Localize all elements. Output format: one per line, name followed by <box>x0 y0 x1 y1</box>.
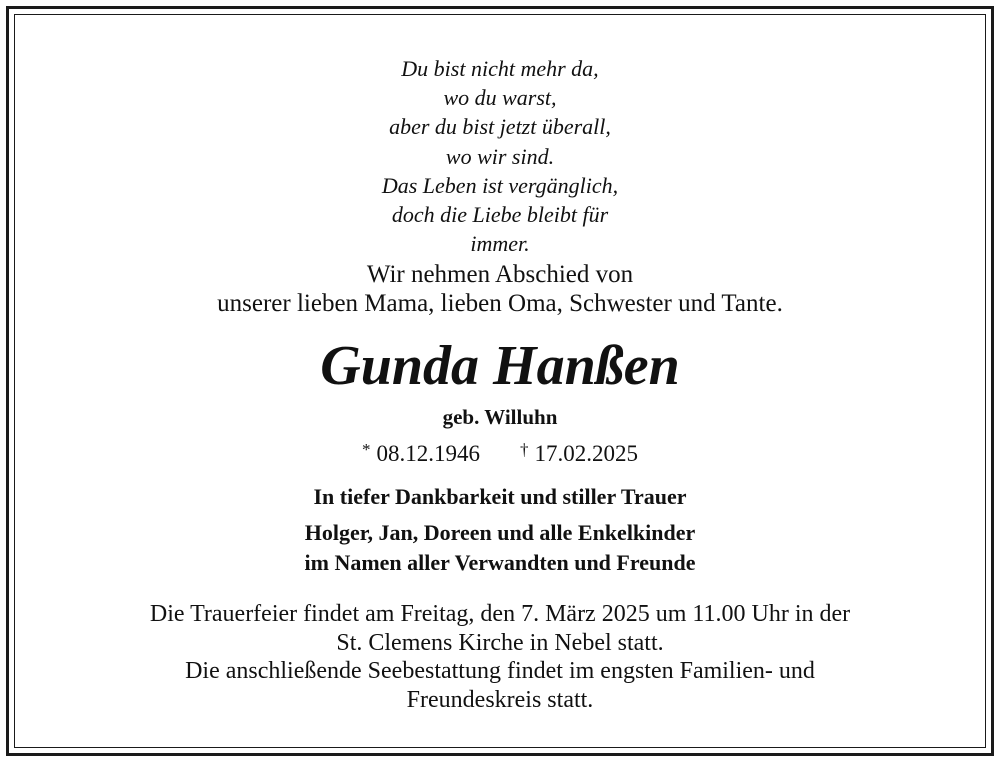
poem-line: wo du warst, <box>443 85 557 111</box>
poem <box>20 54 980 258</box>
mourners-line: Holger, Jan, Doreen und alle Enkelkinder <box>304 520 696 545</box>
poem-line: immer. <box>470 231 530 257</box>
service-line: Die anschließende Seebestattung findet im engsten Familien- und <box>185 658 815 684</box>
mourners <box>20 482 980 578</box>
birth-star-icon: * <box>362 440 371 459</box>
farewell-intro <box>20 260 980 318</box>
poem-line: Das Leben ist vergänglich, <box>381 172 619 198</box>
service-line: St. Clemens Kirche in Nebel statt. <box>336 629 664 656</box>
intro-line: Wir nehmen Abschied von <box>366 261 634 288</box>
death-cross-icon: † <box>520 440 529 459</box>
life-dates <box>20 434 980 470</box>
poem-line: Du bist nicht mehr da, <box>401 56 599 81</box>
service-info <box>20 600 980 714</box>
birth-date: 08.12.1946 <box>376 441 480 466</box>
death-date: 17.02.2025 <box>534 441 638 466</box>
mourners-line: im Namen aller Verwandten und Freunde <box>304 550 696 575</box>
service-line: Die Trauerfeier findet am Freitag, den 7. März 2025 um 11.00 Uhr in der <box>149 601 851 627</box>
poem-line: wo wir sind. <box>445 143 555 169</box>
poem-line: doch die Liebe bleibt für <box>391 202 609 228</box>
mourners-line: In tiefer Dankbarkeit und stiller Trauer <box>313 484 687 509</box>
maiden-name: geb. Willuhn <box>442 405 558 429</box>
intro-line: unserer lieben Mama, lieben Oma, Schwester und Tante. <box>217 290 783 317</box>
service-line: Freundeskreis statt. <box>406 686 594 713</box>
deceased-name: Gunda Hanßen <box>320 335 680 397</box>
poem-line: aber du bist jetzt überall, <box>389 114 611 140</box>
